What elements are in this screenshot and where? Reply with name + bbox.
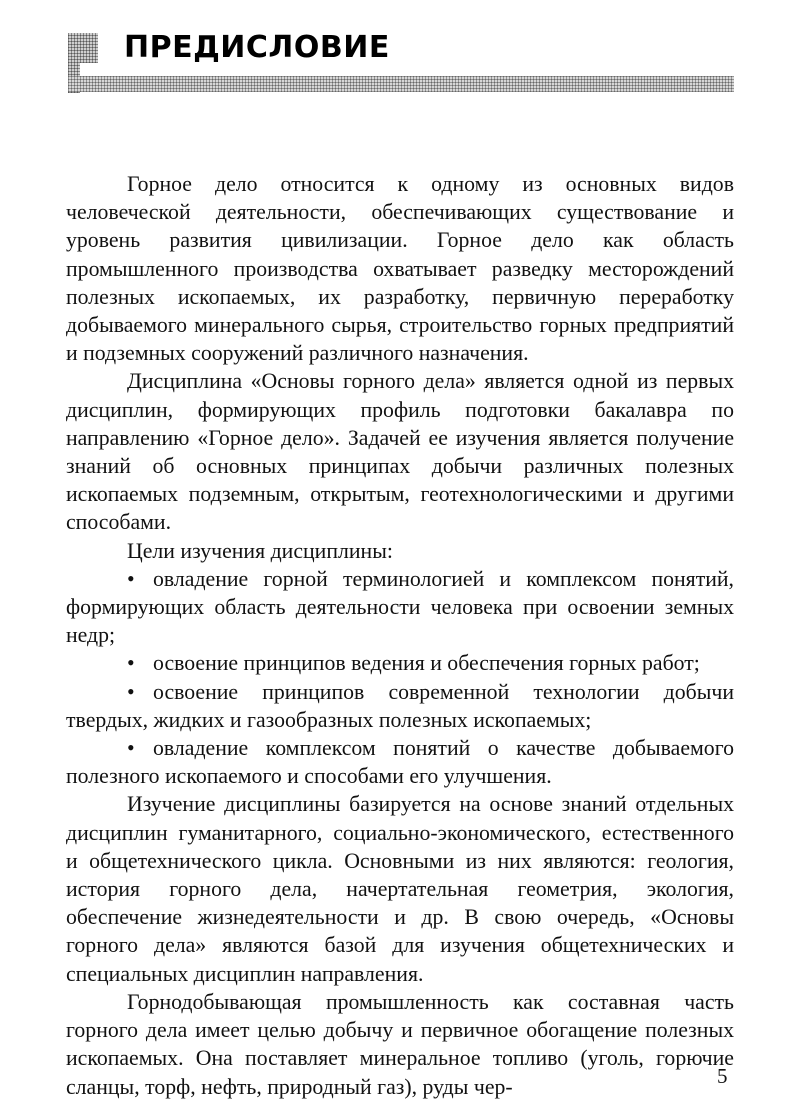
list-item-text: овладение комплексом понятий о качестве добываемого полезного ископаемого и способами его улучшения.	[66, 736, 734, 789]
paragraph-1: Горное дело относится к одному из основных видов человеческой деятельности, обеспечивающих существование и уровень развития цивилизации. Горное дело как область промышленного производства охватывает разведку месторождений полезных ископаемых, их разработку, первичную переработку добываемого минерального сырья, строительство горных предприятий и подземных сооружений различного назначения.	[66, 172, 734, 366]
list-item	[66, 734, 734, 790]
chapter-header	[0, 0, 798, 110]
paragraph-4: Горнодобывающая промышленность как составная часть горного дела имеет целью добычу и первичное обогащение полезных ископаемых. Она поставляет минеральное топливо (уголь, горючие сланцы, торф, нефть, природный газ), руды чер-	[66, 989, 734, 1099]
list-item-text: освоение принципов ведения и обеспечения горных работ;	[153, 651, 700, 676]
list-item	[66, 565, 734, 650]
header-decoration-square	[68, 33, 98, 63]
body-text	[66, 170, 734, 1101]
paragraph-3: Изучение дисциплины базируется на основе знаний отдельных дисциплин гуманитарного, социально-экономического, естественного и общетехнического цикла. Основными из них являются: геология, история горного дела, начертательная геометрия, экология, обеспечение жизнедеятельности и др. В свою очередь, «Основы горного дела» являются базой для изучения общетехнических и специальных дисциплин направления.	[66, 792, 734, 986]
header-decoration-bar	[68, 76, 734, 92]
list-item-text: овладение горной терминологией и комплексом понятий, формирующих область деятельности человека при освоении земных недр;	[66, 566, 734, 648]
list-item-text: освоение принципов современной технологии добычи твердых, жидких и газообразных полезных ископаемых;	[66, 679, 734, 732]
bullet-icon: •	[127, 566, 135, 591]
bullet-icon: •	[127, 679, 135, 704]
goals-intro: Цели изучения дисциплины:	[127, 538, 393, 563]
bullet-icon: •	[127, 651, 135, 676]
bullet-icon: •	[127, 736, 135, 761]
list-item	[66, 678, 734, 734]
page-number: 5	[717, 1064, 728, 1088]
paragraph-2: Дисциплина «Основы горного дела» является одной из первых дисциплин, формирующих профиль подготовки бакалавра по направлению «Горное дело». Задачей ее изучения является получение знаний об основных принципах добычи различных полезных ископаемых подземным, открытым, геотехнологическими и другими способами.	[66, 369, 734, 535]
chapter-title: ПРЕДИСЛОВИЕ	[124, 30, 390, 65]
list-item	[66, 649, 734, 677]
